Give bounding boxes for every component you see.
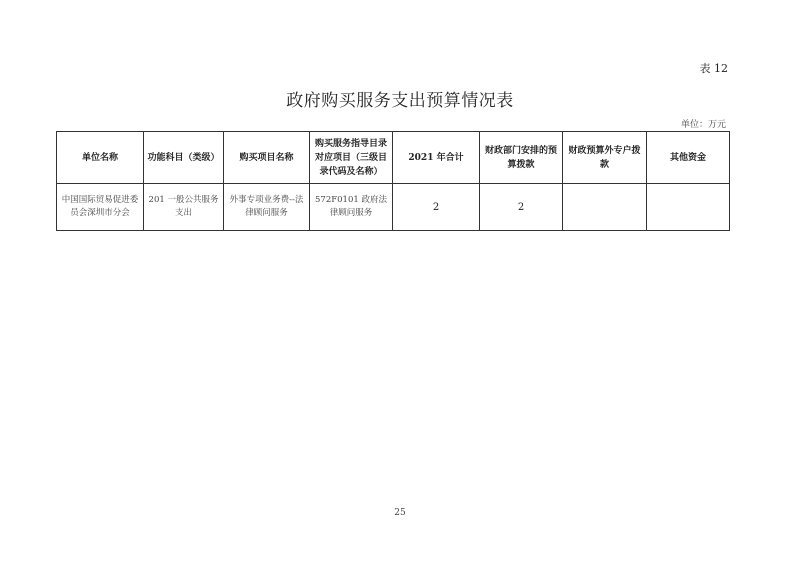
cell-unit-name: 中国国际贸易促进委员会深圳市分会 xyxy=(57,184,144,231)
cell-fiscal-allocation: 2 xyxy=(480,184,563,231)
table-row xyxy=(57,184,730,231)
cell-function-subject: 201 一般公共服务支出 xyxy=(144,184,224,231)
cell-off-budget-allocation xyxy=(563,184,647,231)
page-title: 政府购买服务支出预算情况表 xyxy=(286,91,514,111)
column-header-catalog-item: 购买服务指导目录对应项目（三级目录代码及名称） xyxy=(310,132,393,184)
column-header-2021-total: 2021 年合计 xyxy=(393,132,480,184)
budget-table xyxy=(56,131,730,231)
cell-project-name: 外事专项业务费--法律顾问服务 xyxy=(224,184,310,231)
column-header-fiscal-allocation: 财政部门安排的预算拨款 xyxy=(480,132,563,184)
table-header-row xyxy=(57,132,730,184)
page-number: 25 xyxy=(394,508,406,518)
column-header-unit-name: 单位名称 xyxy=(57,132,144,184)
column-header-off-budget-allocation: 财政预算外专户拨款 xyxy=(563,132,647,184)
column-header-function-subject: 功能科目（类级） xyxy=(144,132,224,184)
cell-other-funds xyxy=(647,184,730,231)
table-number: 表 12 xyxy=(699,62,728,75)
column-header-other-funds: 其他资金 xyxy=(647,132,730,184)
cell-2021-total: 2 xyxy=(393,184,480,231)
unit-label: 单位：万元 xyxy=(680,120,726,130)
column-header-project-name: 购买项目名称 xyxy=(224,132,310,184)
cell-catalog-item: 572F0101 政府法律顾问服务 xyxy=(310,184,393,231)
